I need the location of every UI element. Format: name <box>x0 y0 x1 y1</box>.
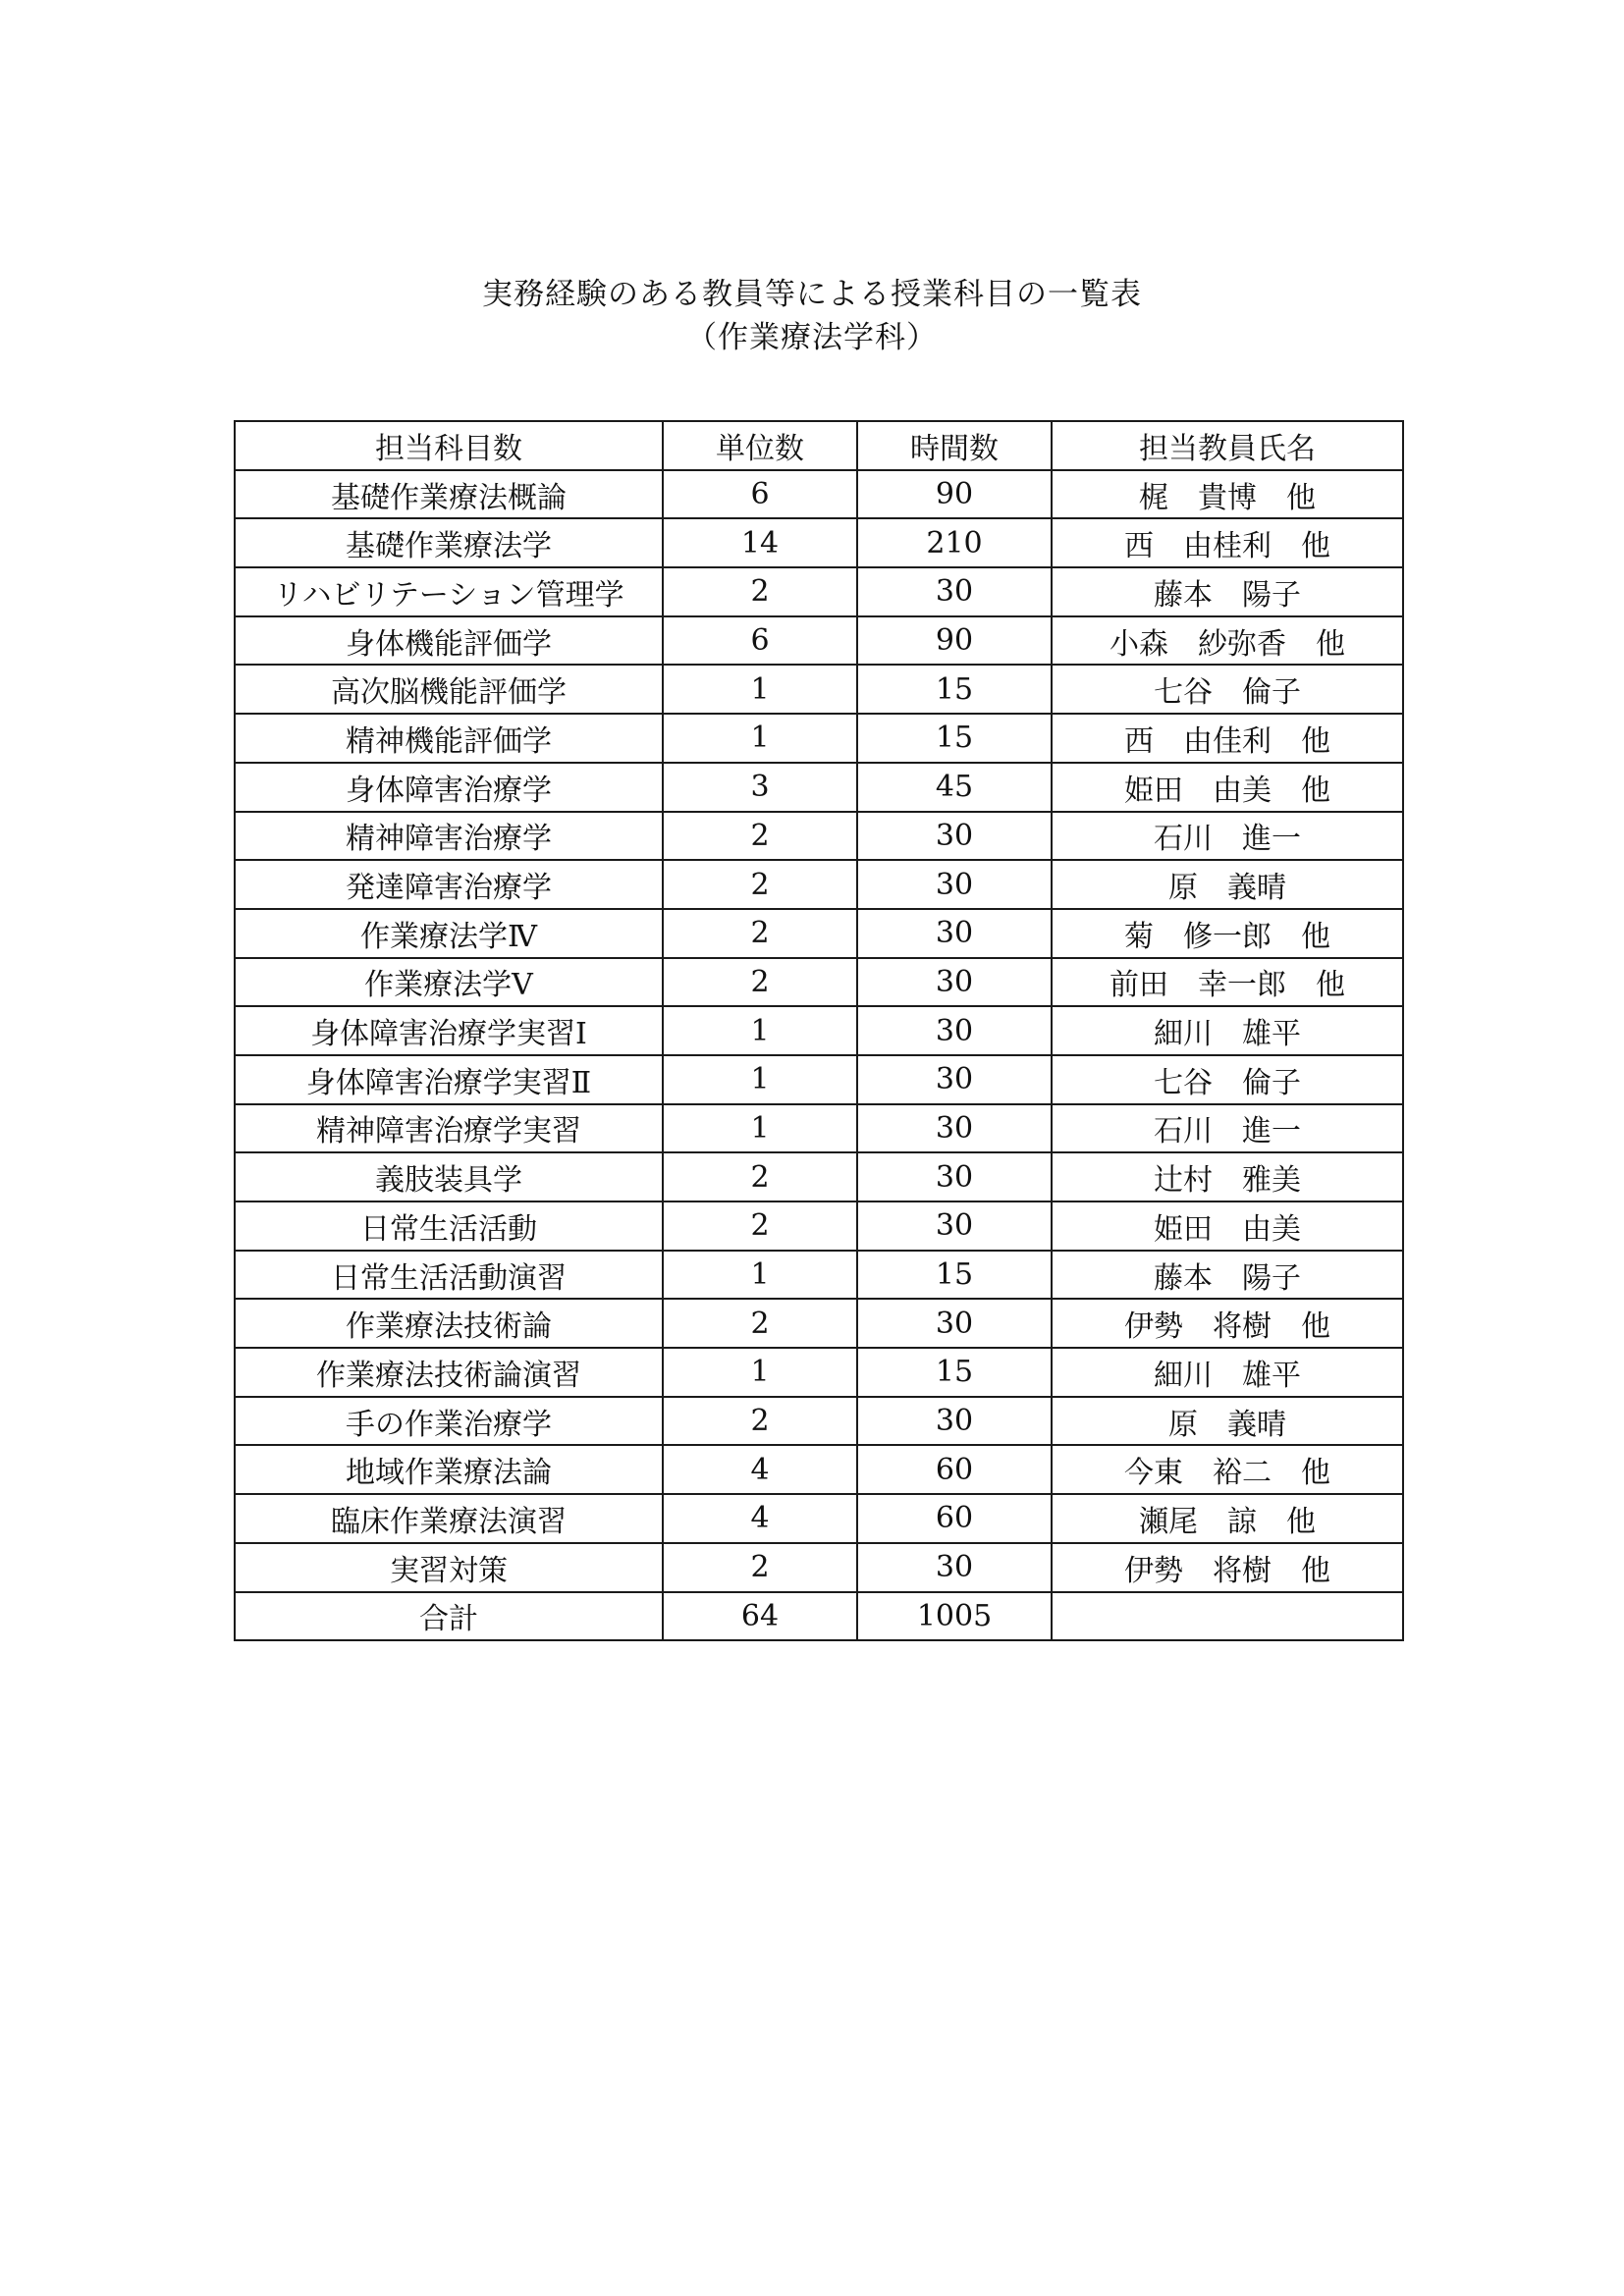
table-row <box>235 1006 1403 1055</box>
page-subtitle: （作業療法学科） <box>686 320 938 355</box>
cell-units: 2 <box>663 1397 857 1446</box>
table-row <box>235 1494 1403 1543</box>
table-row <box>235 1299 1403 1348</box>
cell-hours: 30 <box>857 1201 1052 1251</box>
cell-units: 2 <box>663 1543 857 1592</box>
cell-hours: 210 <box>857 518 1052 567</box>
table-row <box>235 518 1403 567</box>
cell-hours: 45 <box>857 763 1052 812</box>
cell-teacher: 石川 進一 <box>1052 1104 1403 1153</box>
table-row <box>235 470 1403 519</box>
cell-units: 2 <box>663 812 857 861</box>
cell-teacher: 七谷 倫子 <box>1052 665 1403 714</box>
cell-subject: 作業療法学Ⅳ <box>235 909 663 958</box>
cell-subject: 発達障害治療学 <box>235 860 663 909</box>
cell-units: 1 <box>663 1104 857 1153</box>
cell-subject: 精神機能評価学 <box>235 714 663 763</box>
cell-subject: 身体障害治療学実習Ⅰ <box>235 1006 663 1055</box>
table-row <box>235 1201 1403 1251</box>
cell-teacher: 石川 進一 <box>1052 812 1403 861</box>
table-row <box>235 1055 1403 1104</box>
cell-teacher: 菊 修一郎 他 <box>1052 909 1403 958</box>
cell-units: 2 <box>663 1201 857 1251</box>
total-hours: 1005 <box>857 1592 1052 1641</box>
table-row <box>235 714 1403 763</box>
cell-teacher: 藤本 陽子 <box>1052 1251 1403 1300</box>
table-row <box>235 763 1403 812</box>
cell-hours: 15 <box>857 714 1052 763</box>
cell-teacher: 西 由佳利 他 <box>1052 714 1403 763</box>
cell-hours: 90 <box>857 470 1052 519</box>
cell-units: 14 <box>663 518 857 567</box>
cell-units: 1 <box>663 1006 857 1055</box>
table-row <box>235 1152 1403 1201</box>
cell-subject: 日常生活活動演習 <box>235 1251 663 1300</box>
header-units: 単位数 <box>663 421 857 470</box>
cell-subject: 手の作業治療学 <box>235 1397 663 1446</box>
table-row <box>235 1397 1403 1446</box>
cell-hours: 30 <box>857 958 1052 1007</box>
cell-hours: 15 <box>857 1348 1052 1397</box>
cell-units: 1 <box>663 1055 857 1104</box>
page-title: 実務経験のある教員等による授業科目の一覧表 <box>482 277 1142 312</box>
cell-hours: 60 <box>857 1494 1052 1543</box>
header-hours: 時間数 <box>857 421 1052 470</box>
cell-teacher: 姫田 由美 <box>1052 1201 1403 1251</box>
cell-hours: 60 <box>857 1445 1052 1494</box>
table-row <box>235 567 1403 616</box>
cell-teacher: 伊勢 将樹 他 <box>1052 1299 1403 1348</box>
table-row <box>235 616 1403 666</box>
cell-units: 2 <box>663 567 857 616</box>
cell-subject: 義肢装具学 <box>235 1152 663 1201</box>
header-teacher: 担当教員氏名 <box>1052 421 1403 470</box>
cell-hours: 30 <box>857 1006 1052 1055</box>
cell-subject: 身体機能評価学 <box>235 616 663 666</box>
cell-subject: 地域作業療法論 <box>235 1445 663 1494</box>
cell-subject: 作業療法学Ⅴ <box>235 958 663 1007</box>
cell-units: 2 <box>663 860 857 909</box>
cell-teacher: 姫田 由美 他 <box>1052 763 1403 812</box>
cell-hours: 30 <box>857 1152 1052 1201</box>
cell-hours: 30 <box>857 860 1052 909</box>
cell-subject: 基礎作業療法学 <box>235 518 663 567</box>
cell-hours: 15 <box>857 665 1052 714</box>
header-subject: 担当科目数 <box>235 421 663 470</box>
cell-hours: 30 <box>857 1397 1052 1446</box>
total-label: 合計 <box>235 1592 663 1641</box>
cell-units: 1 <box>663 665 857 714</box>
table-row <box>235 665 1403 714</box>
cell-teacher: 細川 雄平 <box>1052 1348 1403 1397</box>
cell-hours: 30 <box>857 1104 1052 1153</box>
table-row <box>235 1543 1403 1592</box>
cell-teacher: 原 義晴 <box>1052 860 1403 909</box>
cell-units: 4 <box>663 1445 857 1494</box>
cell-teacher: 伊勢 将樹 他 <box>1052 1543 1403 1592</box>
cell-units: 6 <box>663 616 857 666</box>
cell-subject: 臨床作業療法演習 <box>235 1494 663 1543</box>
cell-teacher: 原 義晴 <box>1052 1397 1403 1446</box>
cell-teacher: 細川 雄平 <box>1052 1006 1403 1055</box>
cell-hours: 30 <box>857 1543 1052 1592</box>
title-block <box>0 273 1624 359</box>
cell-subject: 精神障害治療学実習 <box>235 1104 663 1153</box>
cell-teacher: 辻村 雅美 <box>1052 1152 1403 1201</box>
cell-teacher: 前田 幸一郎 他 <box>1052 958 1403 1007</box>
table-row <box>235 1348 1403 1397</box>
cell-subject: 高次脳機能評価学 <box>235 665 663 714</box>
cell-teacher: 梶 貴博 他 <box>1052 470 1403 519</box>
cell-subject: 身体障害治療学 <box>235 763 663 812</box>
cell-subject: 実習対策 <box>235 1543 663 1592</box>
cell-subject: リハビリテーション管理学 <box>235 567 663 616</box>
cell-subject: 日常生活活動 <box>235 1201 663 1251</box>
cell-teacher: 今東 裕二 他 <box>1052 1445 1403 1494</box>
cell-units: 2 <box>663 958 857 1007</box>
cell-units: 3 <box>663 763 857 812</box>
table-row <box>235 1445 1403 1494</box>
table-row <box>235 1104 1403 1153</box>
cell-subject: 作業療法技術論 <box>235 1299 663 1348</box>
table-row <box>235 1251 1403 1300</box>
cell-hours: 30 <box>857 909 1052 958</box>
table-row <box>235 958 1403 1007</box>
cell-units: 4 <box>663 1494 857 1543</box>
cell-units: 1 <box>663 714 857 763</box>
cell-units: 2 <box>663 1152 857 1201</box>
cell-units: 1 <box>663 1348 857 1397</box>
cell-teacher: 小森 紗弥香 他 <box>1052 616 1403 666</box>
table-total-row <box>235 1592 1403 1641</box>
cell-subject: 身体障害治療学実習Ⅱ <box>235 1055 663 1104</box>
total-units: 64 <box>663 1592 857 1641</box>
table-body <box>235 470 1403 1641</box>
cell-units: 2 <box>663 1299 857 1348</box>
cell-units: 6 <box>663 470 857 519</box>
cell-teacher: 瀬尾 諒 他 <box>1052 1494 1403 1543</box>
table-row <box>235 909 1403 958</box>
total-teacher <box>1052 1592 1403 1641</box>
cell-teacher: 西 由桂利 他 <box>1052 518 1403 567</box>
cell-units: 1 <box>663 1251 857 1300</box>
cell-hours: 30 <box>857 812 1052 861</box>
cell-hours: 15 <box>857 1251 1052 1300</box>
cell-subject: 基礎作業療法概論 <box>235 470 663 519</box>
cell-subject: 精神障害治療学 <box>235 812 663 861</box>
table-header-row <box>235 421 1403 470</box>
cell-subject: 作業療法技術論演習 <box>235 1348 663 1397</box>
table-row <box>235 860 1403 909</box>
cell-hours: 90 <box>857 616 1052 666</box>
table-row <box>235 812 1403 861</box>
cell-hours: 30 <box>857 1299 1052 1348</box>
cell-hours: 30 <box>857 1055 1052 1104</box>
cell-teacher: 藤本 陽子 <box>1052 567 1403 616</box>
cell-hours: 30 <box>857 567 1052 616</box>
course-table <box>234 420 1404 1641</box>
cell-units: 2 <box>663 909 857 958</box>
cell-teacher: 七谷 倫子 <box>1052 1055 1403 1104</box>
